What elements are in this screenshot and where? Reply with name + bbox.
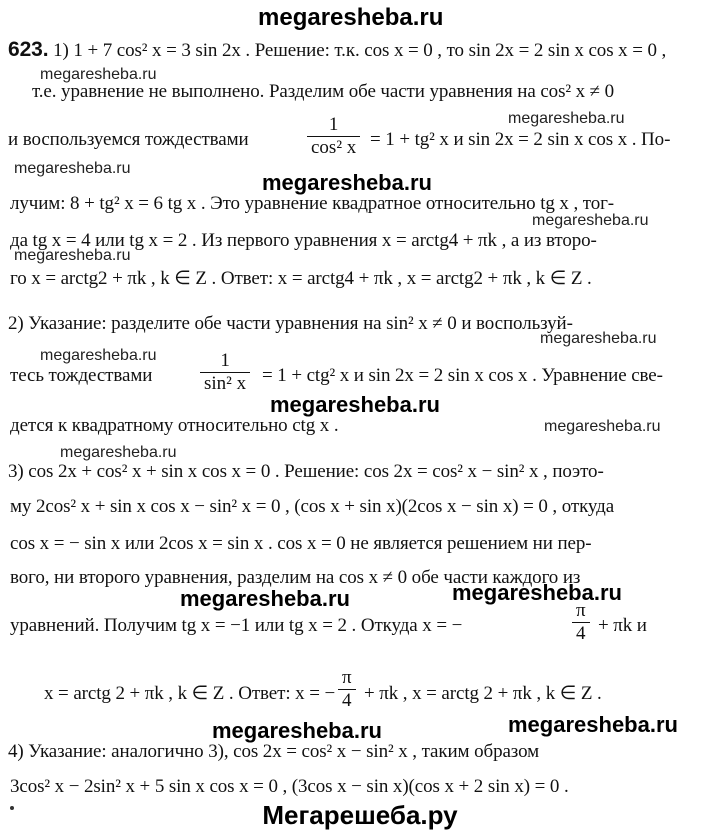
watermark-big-2: megaresheba.ru <box>270 392 440 417</box>
fraction-4 <box>338 667 356 712</box>
watermark-big-6: megaresheba.ru <box>508 712 678 737</box>
line-4: лучим: 8 + tg² x = 6 tg x . Это уравнение квадратное относительно tg x , тог- <box>10 193 615 214</box>
line-5: да tg x = 4 или tg x = 2 . Из первого уравнения x = arctg4 + πk , а из второ- <box>10 230 597 251</box>
problem-number: 623. <box>8 38 49 61</box>
line-9: дется к квадратному относительно ctg x . <box>10 415 339 436</box>
watermark-1: megaresheba.ru <box>40 66 157 83</box>
fraction-2-den: sin² x <box>204 373 247 394</box>
fraction-3 <box>572 600 590 645</box>
fraction-1 <box>307 114 360 159</box>
fraction-4-num: π <box>342 667 352 688</box>
watermark-9: megaresheba.ru <box>60 444 177 461</box>
line-6: го x = arctg2 + πk , k ∈ Z . Ответ: x = arctg4 + πk , x = arctg2 + πk , k ∈ Z . <box>10 268 592 289</box>
line-2: т.е. уравнение не выполнено. Разделим обе части уравнения на cos² x ≠ 0 <box>32 81 615 102</box>
watermark-7: megaresheba.ru <box>40 347 157 364</box>
line-7: 2) Указание: разделите обе части уравнения на sin² x ≠ 0 и воспользуй- <box>8 313 573 334</box>
fraction-4-den: 4 <box>342 690 352 711</box>
fraction-3-den: 4 <box>576 623 586 644</box>
line-15a: x = arctg 2 + πk , k ∈ Z . Ответ: x = − <box>44 683 336 704</box>
line-13: вого, ни второго уравнения, разделим на cos x ≠ 0 обе части каждого из <box>10 567 581 588</box>
line-12: cos x = − sin x или 2cos x = sin x . cos x = 0 не является решением ни пер- <box>10 533 592 554</box>
line-14a: уравнений. Получим tg x = −1 или tg x = 2 . Откуда x = − <box>10 615 463 636</box>
watermark-big-5: megaresheba.ru <box>212 718 382 743</box>
line-16: 4) Указание: аналогично 3), cos 2x = cos² x − sin² x , таким образом <box>8 741 540 762</box>
line-8a: тесь тождествами <box>10 365 153 386</box>
line-3b: = 1 + tg² x и sin 2x = 2 sin x cos x . По- <box>370 129 671 150</box>
fraction-1-num: 1 <box>328 114 339 135</box>
watermark-3: megaresheba.ru <box>14 160 131 177</box>
line-14b: + πk и <box>598 615 647 636</box>
watermark-5: megaresheba.ru <box>14 247 131 264</box>
line-8b: = 1 + ctg² x и sin 2x = 2 sin x cos x . Уравнение све- <box>262 365 663 386</box>
line-3a: и воспользуемся тождествами <box>8 129 249 150</box>
line-15b: + πk , x = arctg 2 + πk , k ∈ Z . <box>364 683 602 704</box>
line-17: 3cos² x − 2sin² x + 5 sin x cos x = 0 , (3cos x − sin x)(cos x + 2 sin x) = 0 . <box>10 776 569 797</box>
watermark-8: megaresheba.ru <box>544 418 661 435</box>
fraction-2 <box>200 350 250 395</box>
line-1 <box>8 38 713 63</box>
fraction-1-den: cos² x <box>311 137 357 158</box>
footer-brand: Мегарешеба.ру <box>262 800 458 830</box>
watermark-2: megaresheba.ru <box>508 110 625 127</box>
watermark-big-1: megaresheba.ru <box>262 170 432 195</box>
line-11: му 2cos² x + sin x cos x − sin² x = 0 , (cos x + sin x)(2cos x − sin x) = 0 , откуда <box>10 496 615 517</box>
watermark-big-4: megaresheba.ru <box>452 580 622 605</box>
line-1-text: 1) 1 + 7 cos² x = 3 sin 2x . Решение: т.к. cos x = 0 , то sin 2x = 2 sin x cos x = 0 , <box>53 40 667 61</box>
line-10: 3) cos 2x + cos² x + sin x cos x = 0 . Решение: cos 2x = cos² x − sin² x , поэто- <box>8 461 604 482</box>
watermark-6: megaresheba.ru <box>540 330 657 347</box>
fraction-2-num: 1 <box>220 350 230 371</box>
watermark-4: megaresheba.ru <box>532 212 649 229</box>
header-site: megaresheba.ru <box>258 4 444 31</box>
watermark-big-3: megaresheba.ru <box>180 586 350 611</box>
fraction-3-num: π <box>576 600 586 621</box>
